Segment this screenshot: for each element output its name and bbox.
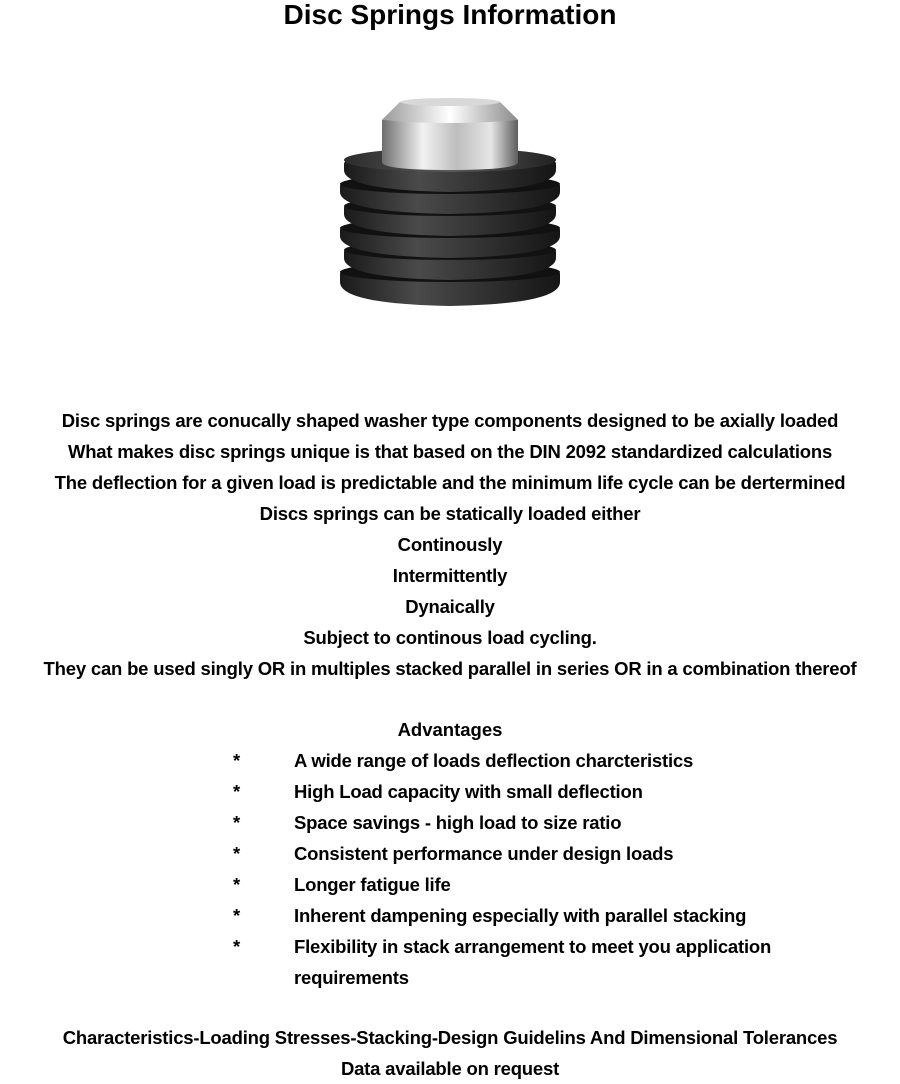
description-line: The deflection for a given load is predictable and the minimum life cycle can be dertermined xyxy=(54,472,846,493)
description-line: They can be used singly OR in multiples stacked parallel in series OR in a combination thereof xyxy=(43,658,857,679)
description-line: Intermittently xyxy=(392,565,508,586)
bullet-marker: * xyxy=(233,874,240,895)
footer-line-2: Data available on request xyxy=(340,1058,560,1079)
advantage-text: Consistent performance under design loads xyxy=(294,843,674,864)
description-line: What makes disc springs unique is that based on the DIN 2092 standardized calculations xyxy=(67,441,833,462)
advantage-item xyxy=(0,838,854,869)
footer-note xyxy=(0,1022,900,1084)
description-block xyxy=(0,405,900,684)
bullet-marker: * xyxy=(233,812,240,833)
bullet-marker: * xyxy=(233,843,240,864)
description-line: Discs springs can be statically loaded either xyxy=(259,503,641,524)
advantages-list xyxy=(0,745,900,993)
advantage-item xyxy=(0,931,854,993)
disc-spring-stack-image xyxy=(330,92,570,314)
advantage-text: High Load capacity with small deflection xyxy=(294,781,643,802)
advantage-item xyxy=(0,869,854,900)
advantages-heading: Advantages xyxy=(397,719,503,740)
advantage-text: Flexibility in stack arrangement to meet you application requirements xyxy=(294,936,772,988)
advantage-text: Inherent dampening especially with parallel stacking xyxy=(294,905,747,926)
advantage-item xyxy=(0,807,854,838)
advantage-text: Space savings - high load to size ratio xyxy=(294,812,622,833)
description-line: Continously xyxy=(397,534,503,555)
advantage-item xyxy=(0,900,854,931)
bullet-marker: * xyxy=(233,781,240,802)
bullet-marker: * xyxy=(233,936,240,957)
advantage-text: Longer fatigue life xyxy=(294,874,451,895)
advantage-item xyxy=(0,745,854,776)
description-line: Dynaically xyxy=(405,596,495,617)
bullet-marker: * xyxy=(233,750,240,771)
advantage-text: A wide range of loads deflection charcteristics xyxy=(294,750,694,771)
description-line: Disc springs are conucally shaped washer type components designed to be axially loaded xyxy=(61,410,839,431)
description-line: Subject to continous load cycling. xyxy=(303,627,597,648)
bullet-marker: * xyxy=(233,905,240,926)
guide-pin xyxy=(382,98,518,170)
footer-line-1: Characteristics-Loading Stresses-Stacking-Design Guidelins And Dimensional Tolerances xyxy=(62,1027,838,1048)
advantage-item xyxy=(0,776,854,807)
disc-stack xyxy=(340,148,560,306)
page-title: Disc Springs Information xyxy=(283,0,617,30)
